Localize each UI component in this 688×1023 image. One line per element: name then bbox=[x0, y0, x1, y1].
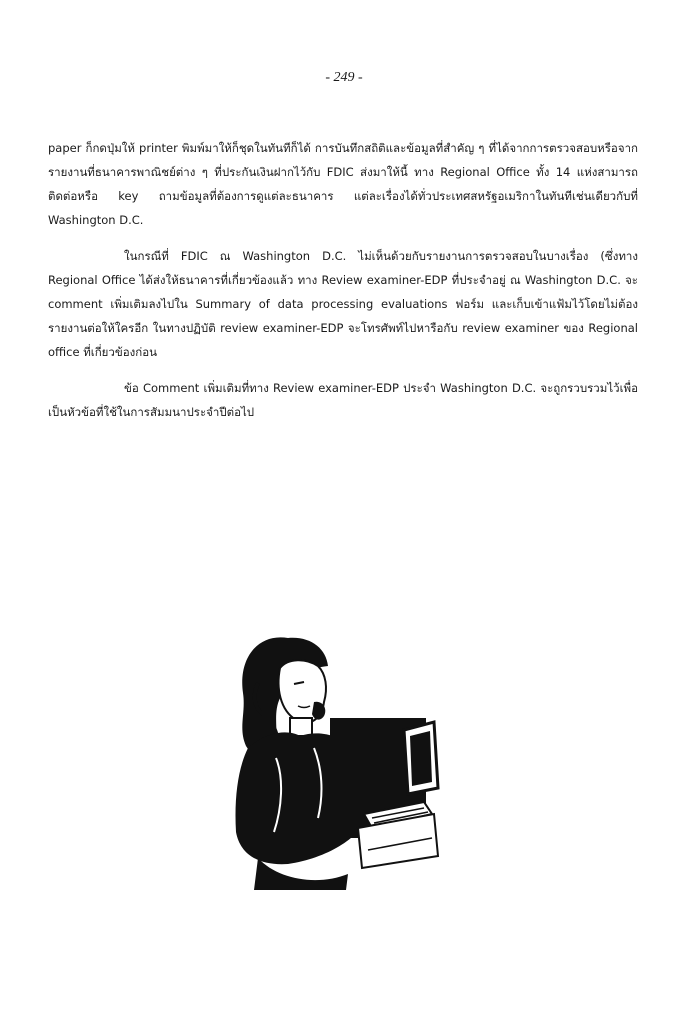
paragraph-2: ในกรณีที่ FDIC ณ Washington D.C. ไม่เห็นด้วยกับรายงานการตรวจสอบในบางเรื่อง (ซึ่งทาง Regional Office ได้ส่งให้ธนาคารที่เกี่ยวข้องแล้ว ทาง Review examiner-EDP ที่ประจำอยู่ ณ Washington D.C. จะ comment เพิ่มเติมลงไปใน Summary of data processing evaluations ฟอร์ม และเก็บเข้าแฟ้มไว้โดยไม่ต้องรายงานต่อให้ใครอีก ในทางปฏิบัติ review examiner-EDP จะโทรศัพท์ไปหารือกับ review examiner ของ Regional office ที่เกี่ยวข้องก่อน bbox=[48, 249, 638, 359]
paragraph-1: paper ก็กดปุ่มให้ printer พิมพ์มาให้ก็ชุดในทันทีก็ได้ การบันทึกสถิติและข้อมูลที่สำคัญ ๆ ที่ได้จากการตรวจสอบหรือจากรายงานที่ธนาคารพาณิชย์ต่าง ๆ ที่ประกันเงินฝากไว้กับ FDIC ส่งมาให้นี้ ทาง Regional Office ทั้ง 14 แห่งสามารถติดต่อหรือ key ถามข้อมูลที่ต้องการดูแต่ละธนาคาร แต่ละเรื่องได้ทั่วประเทศสหรัฐอเมริกาในทันทีเช่นเดียวกับที่ Washington D.C. bbox=[48, 141, 638, 227]
woman-telephone-computer-illustration bbox=[218, 618, 450, 890]
paragraph-3: ข้อ Comment เพิ่มเติมที่ทาง Review examiner-EDP ประจำ Washington D.C. จะถูกรวบรวมไว้เพื่อเป็นหัวข้อที่ใช้ในการสัมมนาประจำปีต่อไป bbox=[48, 381, 638, 419]
body-text bbox=[48, 136, 638, 436]
page-number: - 249 - bbox=[325, 70, 363, 85]
